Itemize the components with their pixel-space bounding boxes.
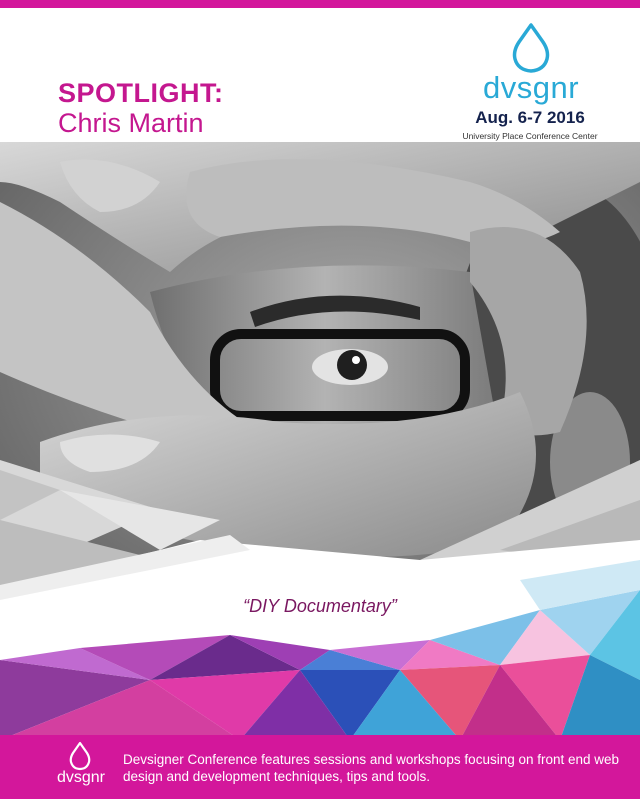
event-date: Aug. 6-7 2016 bbox=[475, 108, 585, 127]
water-drop-icon bbox=[69, 741, 91, 771]
footer-brand-text: dvsgnr bbox=[56, 769, 106, 786]
footer-description: Devsigner Conference features sessions and workshops focusing on front end web design and development techniques, tips and tools. bbox=[123, 752, 620, 784]
footer bbox=[0, 735, 640, 799]
speaker-name: Chris Martin bbox=[58, 108, 204, 138]
event-venue: University Place Conference Center bbox=[462, 131, 598, 141]
geometric-decoration bbox=[0, 440, 640, 740]
header bbox=[0, 8, 640, 142]
water-drop-icon bbox=[511, 22, 551, 74]
talk-title: “DIY Documentary” bbox=[243, 596, 397, 616]
spotlight-label: SPOTLIGHT: bbox=[58, 78, 224, 108]
top-accent-bar bbox=[0, 0, 640, 8]
brand-logo-text: dvsgnr bbox=[482, 70, 580, 105]
